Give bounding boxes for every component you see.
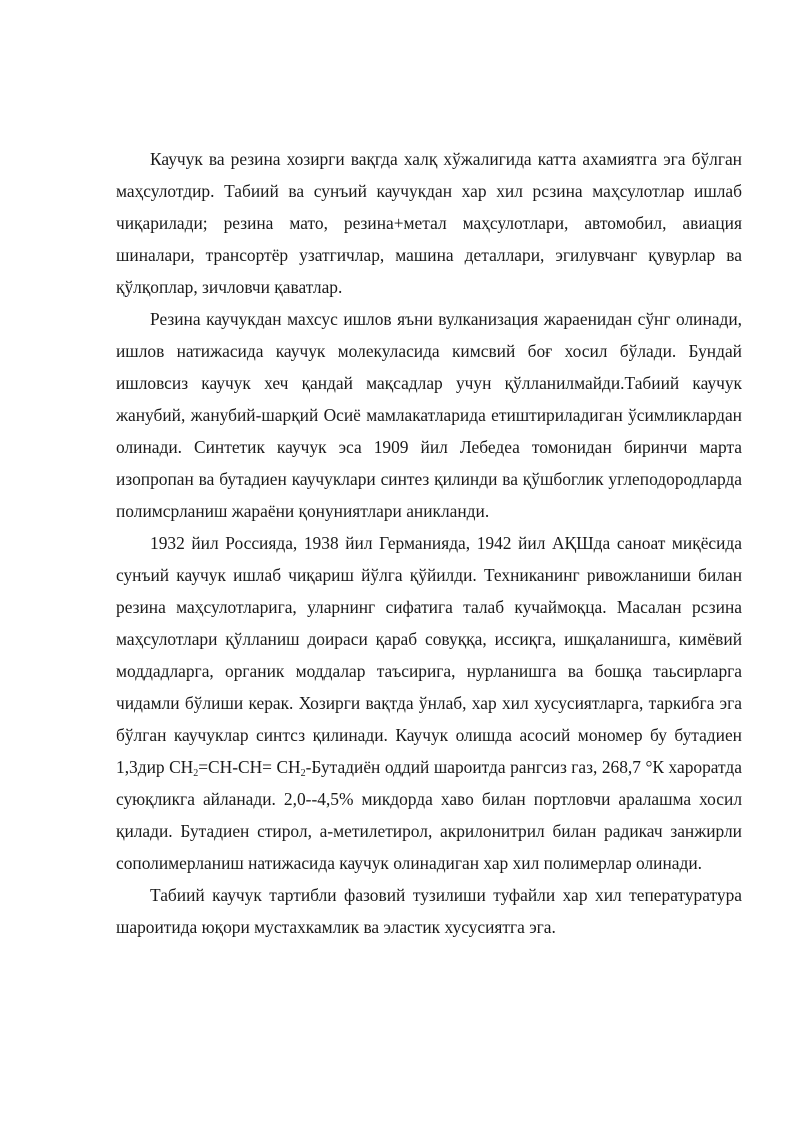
paragraph-4: Табиий каучук тартибли фазовий тузилиши туфайли хар хил тепературатура шароитида юқори мустахкамлик ва эластик хусусиятга эга. (116, 885, 742, 937)
paragraph-3-part-c: -Бутадиён оддий шароитда рангсиз газ, 268,7 °К хароратда суюқликга айланади. 2,0--4,5% микдорда хаво билан портловчи аралашма хосил қилади. Бутадиен стирол, а-метилетирол, акрилонитрил билан радикач занжирли сополимерланиш натижасида каучук олинадиган хар хил полимерлар олинади. (116, 757, 742, 873)
paragraph-3 (116, 527, 742, 879)
document-page (116, 143, 742, 943)
paragraph-3-part-b: =CH-CH= CH (198, 757, 301, 777)
paragraph-2: Резина каучукдан махсус ишлов яъни вулканизация жараенидан сўнг олинади, ишлов натижасида каучук молекуласида кимсвий боғ хосил бўлади. Бундай ишловсиз каучук хеч қандай мақсадлар учун қўлланилмайди.Табиий каучук жанубий, жанубий-шарқий Осиё мамлакатларида етиштириладиган ўсимликлардан олинади. Синтетик каучук эса 1909 йил Лебедеа томонидан биринчи марта изопропан ва бутадиен каучуклари синтез қилинди ва қўшбоглик углеподородларда полимсрланиш жараёни қонуниятлари аникланди. (116, 309, 742, 521)
paragraph-1: Каучук ва резина хозирги вақгда халқ хўжалигида катта ахамиятга эга бўлган маҳсулотдир. Табиий ва сунъий каучукдан хар хил рсзина маҳсулотлар ишлаб чиқарилади; резина мато, резина+метал маҳсулотлари, автомобил, авиация шиналари, трансортёр узатгичлар, машина деталлари, эгилувчанг қувурлар ва қўлқоплар, зичловчи қаватлар. (116, 149, 742, 297)
subscript-2: 2 (193, 768, 199, 779)
paragraph-3-part-a: 1932 йил Россияда, 1938 йил Германияда, 1942 йил АҚШда саноат миқёсида сунъий каучук ишлаб чиқариш йўлга қўйилди. Техниканинг ривожланиши билан резина маҳсулотларига, уларнинг сифатига талаб кучаймоқца. Масалан рсзина маҳсулотлари қўлланиш доираси қараб совуққа, иссиқга, ишқаланишга, кимёвий моддадларга, органик моддалар таъсирига, нурланишга ва бошқа таьсирларга чидамли бўлиши керак. Хозирги вақтда ўнлаб, хар хил хусусиятларга, таркибга эга бўлган каучуклар синтсз қилинади. Каучук олишда асосий мономер бу бутадиен 1,3дир CH (116, 533, 742, 777)
subscript-2: 2 (300, 768, 306, 779)
